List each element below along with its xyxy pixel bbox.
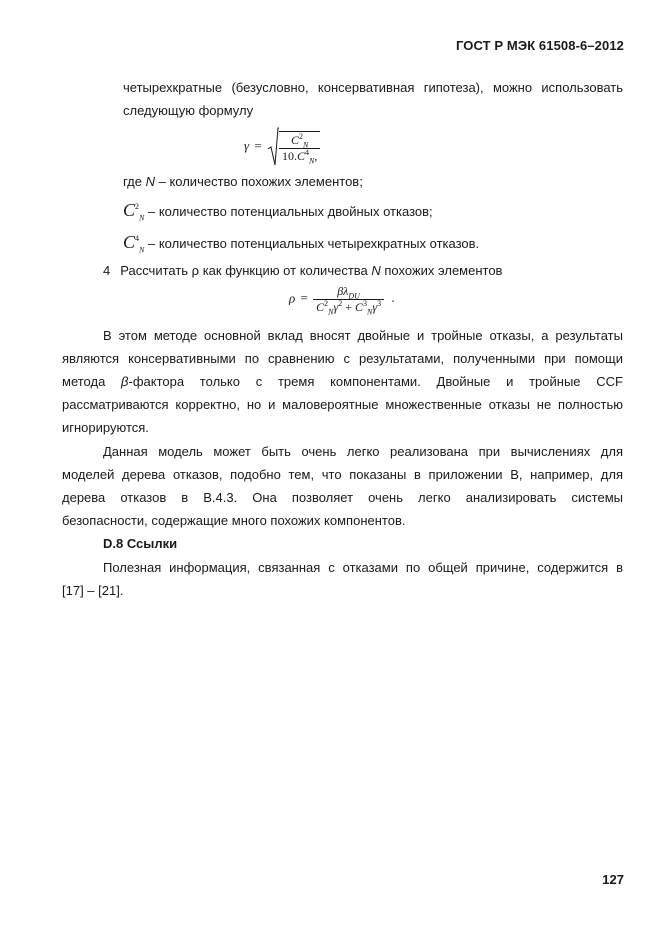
gamma-denominator: $10.C^4_N$, <box>281 147 318 165</box>
paragraph-line: рассматриваются корректно, но и маловероятные множественные отказы не полностью <box>62 397 623 412</box>
formula-gamma <box>244 127 320 167</box>
formula-symbol-rho: ρ <box>289 290 296 306</box>
document-code-header: ГОСТ Р МЭК 61508-6–2012 <box>456 38 624 53</box>
paragraph-line: игнорируются. <box>62 420 149 435</box>
paragraph-line: дерева отказов в В.4.3. Она позволяет очень легко анализировать системы <box>62 490 623 505</box>
paragraph-line: моделей дерева отказов, подобно тем, что показаны в приложении В, например, для <box>62 467 623 482</box>
formula-equals: = <box>254 137 262 153</box>
definition-n: где N – количество похожих элементов; <box>123 174 363 189</box>
paragraph-line: следующую формулу <box>123 103 254 118</box>
combination-symbol-c4: $C^4_N$ <box>123 232 145 255</box>
page-number: 127 <box>602 872 624 887</box>
formula-rho: ρ = $\frac{\beta\lambda_{DU}}{C^2_N\gamma^2 + C^3_N\gamma^3}$ . <box>289 284 395 317</box>
step-4: 4 Рассчитать ρ как функцию от количества N похожих элементов <box>103 263 503 278</box>
rho-denominator: $C^2_N\gamma^2 + C^3_N\gamma^3$ <box>316 299 382 317</box>
rho-fraction <box>313 284 384 315</box>
step-number: 4 <box>103 263 111 278</box>
section-heading: D.8 Ссылки <box>103 536 178 551</box>
formula-equals: = <box>300 290 308 306</box>
paragraph-line: метода β-фактора только с тремя компонентами. Двойные и тройные CCF <box>62 374 623 389</box>
square-root-sign <box>267 127 279 167</box>
gamma-fraction <box>279 131 320 164</box>
paragraph-line: В этом методе основной вклад вносят двойные и тройные отказы, а результаты <box>103 328 623 343</box>
paragraph-line: [17] – [21]. <box>62 583 124 598</box>
combination-symbol-c2: $C^2_N$ <box>123 200 145 223</box>
paragraph-line: Полезная информация, связанная с отказами по общей причине, содержится в <box>103 560 623 575</box>
definition-c4: $C^4_N$ – количество потенциальных четырехкратных отказов. <box>123 232 480 255</box>
paragraph-line: являются консервативными по сравнению с результатами, полученными при помощи <box>62 351 623 366</box>
paragraph-line: Данная модель может быть очень легко реализована при вычислениях для <box>103 444 623 459</box>
definition-c2: $C^2_N$ – количество потенциальных двойных отказов; <box>123 200 433 223</box>
formula-symbol-gamma: γ <box>244 137 250 153</box>
paragraph-line: четырехкратные (безусловно, консервативная гипотеза), можно использовать <box>123 80 623 95</box>
rho-numerator: $\beta\lambda_{DU}$ <box>313 284 384 300</box>
gamma-numerator: $C^2_N$ <box>279 133 320 149</box>
paragraph-line: безопасности, содержащие много похожих компонентов. <box>62 513 406 528</box>
